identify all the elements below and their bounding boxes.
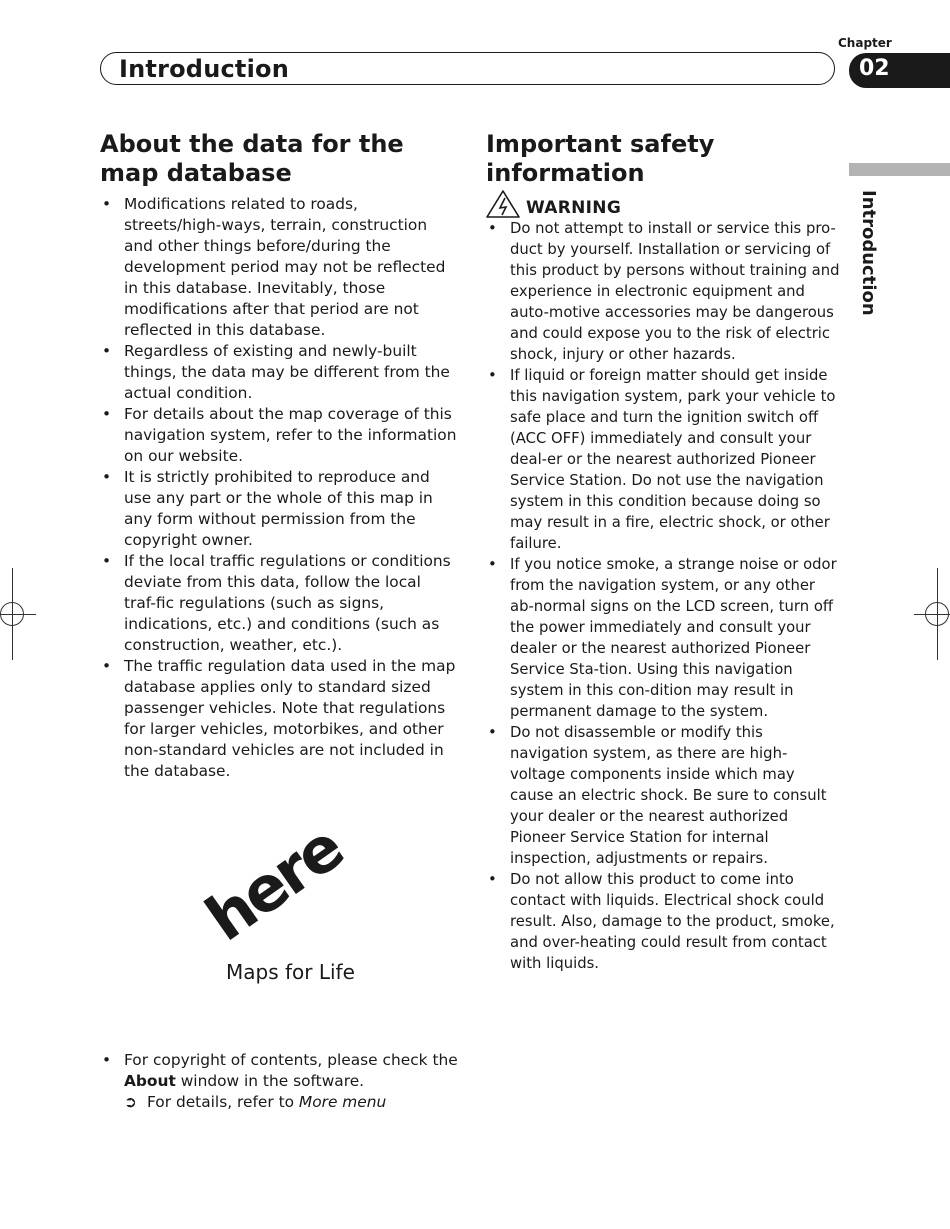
about-window-label: About — [124, 1072, 176, 1090]
list-item: • For details about the map coverage of this navigation system, refer to the information on our website. — [100, 404, 457, 467]
copyright-note — [100, 1050, 460, 1113]
arrow-icon: ➲ — [124, 1093, 137, 1111]
logo-tagline: Maps for Life — [226, 960, 355, 984]
chapter-title: Introduction — [119, 55, 289, 83]
warning-icon — [486, 190, 520, 218]
safety-section — [486, 130, 842, 974]
list-item: • If liquid or foreign matter should get inside this navigation system, park your vehicle to safe place and turn the ignition switch off (ACC OFF) immediately and consult your deal-er or the nearest authorized Pioneer Service Station. Do not use the navigation system in this condition because doing so may result in a fire, electric shock, or other failure. — [486, 365, 842, 554]
list-item: • If the local traffic regulations or conditions deviate from this data, follow the local traf-fic regulations (such as signs, indications, etc.) and conditions (such as construction, weather, etc.). — [100, 551, 457, 656]
list-item: • Do not attempt to install or service this pro-duct by yourself. Installation or servicing of this product by persons without training and experience in electronic equipment and auto-motive accessories may be dangerous and could expose you to the risk of electric shock, injury or other hazards. — [486, 218, 842, 365]
side-tab-bar — [849, 163, 950, 176]
reference-text: For details, refer to — [147, 1093, 299, 1111]
warning-row — [486, 189, 842, 218]
map-database-list — [100, 194, 457, 782]
chapter-number: 02 — [859, 56, 890, 81]
map-database-heading: About the data for the map database — [100, 130, 404, 187]
side-tab-label: Introduction — [858, 190, 879, 316]
list-item: • Regardless of existing and newly-built things, the data may be different from the actual condition. — [100, 341, 457, 404]
reference-line — [100, 1092, 460, 1113]
warning-label: WARNING — [526, 198, 622, 218]
safety-heading: Important safety information — [486, 130, 715, 187]
chapter-title-bar — [100, 52, 835, 85]
safety-list — [486, 218, 842, 974]
map-database-section — [100, 130, 457, 782]
list-item: • It is strictly prohibited to reproduce and use any part or the whole of this map in any form without permission from the copyright owner. — [100, 467, 457, 551]
logo-word: here — [192, 811, 355, 956]
list-item: • Modifications related to roads, streets/high-ways, terrain, construction and other things before/during the development period may not be reflected in this database. Inevitably, those modifications after that period are not reflected in this database. — [100, 194, 457, 341]
here-logo — [192, 811, 355, 956]
copyright-text-after: window in the software. — [175, 1072, 365, 1090]
chapter-number-badge — [849, 53, 950, 88]
list-item — [100, 1050, 460, 1092]
chapter-label: Chapter — [838, 36, 892, 50]
list-item: • The traffic regulation data used in the map database applies only to standard sized passenger vehicles. Note that regulations for larger vehicles, motorbikes, and other non-standard vehicles are not included in the database. — [100, 656, 457, 782]
more-menu-reference: More menu — [298, 1093, 387, 1111]
list-item: • Do not disassemble or modify this navigation system, as there are high-voltage components inside which may cause an electric shock. Be sure to consult your dealer or the nearest authorized Pioneer Service Station for internal inspection, adjustments or repairs. — [486, 722, 842, 869]
copyright-text-before: For copyright of contents, please check the — [124, 1051, 458, 1069]
list-item: • If you notice smoke, a strange noise or odor from the navigation system, or any other ab-normal signs on the LCD screen, turn off the power immediately and consult your dealer or the nearest authorized Pioneer Service Sta-tion. Using this navigation system in this con-dition may result in permanent damage to the system. — [486, 554, 842, 722]
list-item: • Do not allow this product to come into contact with liquids. Electrical shock could result. Also, damage to the product, smoke, and over-heating could result from contact with liquids. — [486, 869, 842, 974]
